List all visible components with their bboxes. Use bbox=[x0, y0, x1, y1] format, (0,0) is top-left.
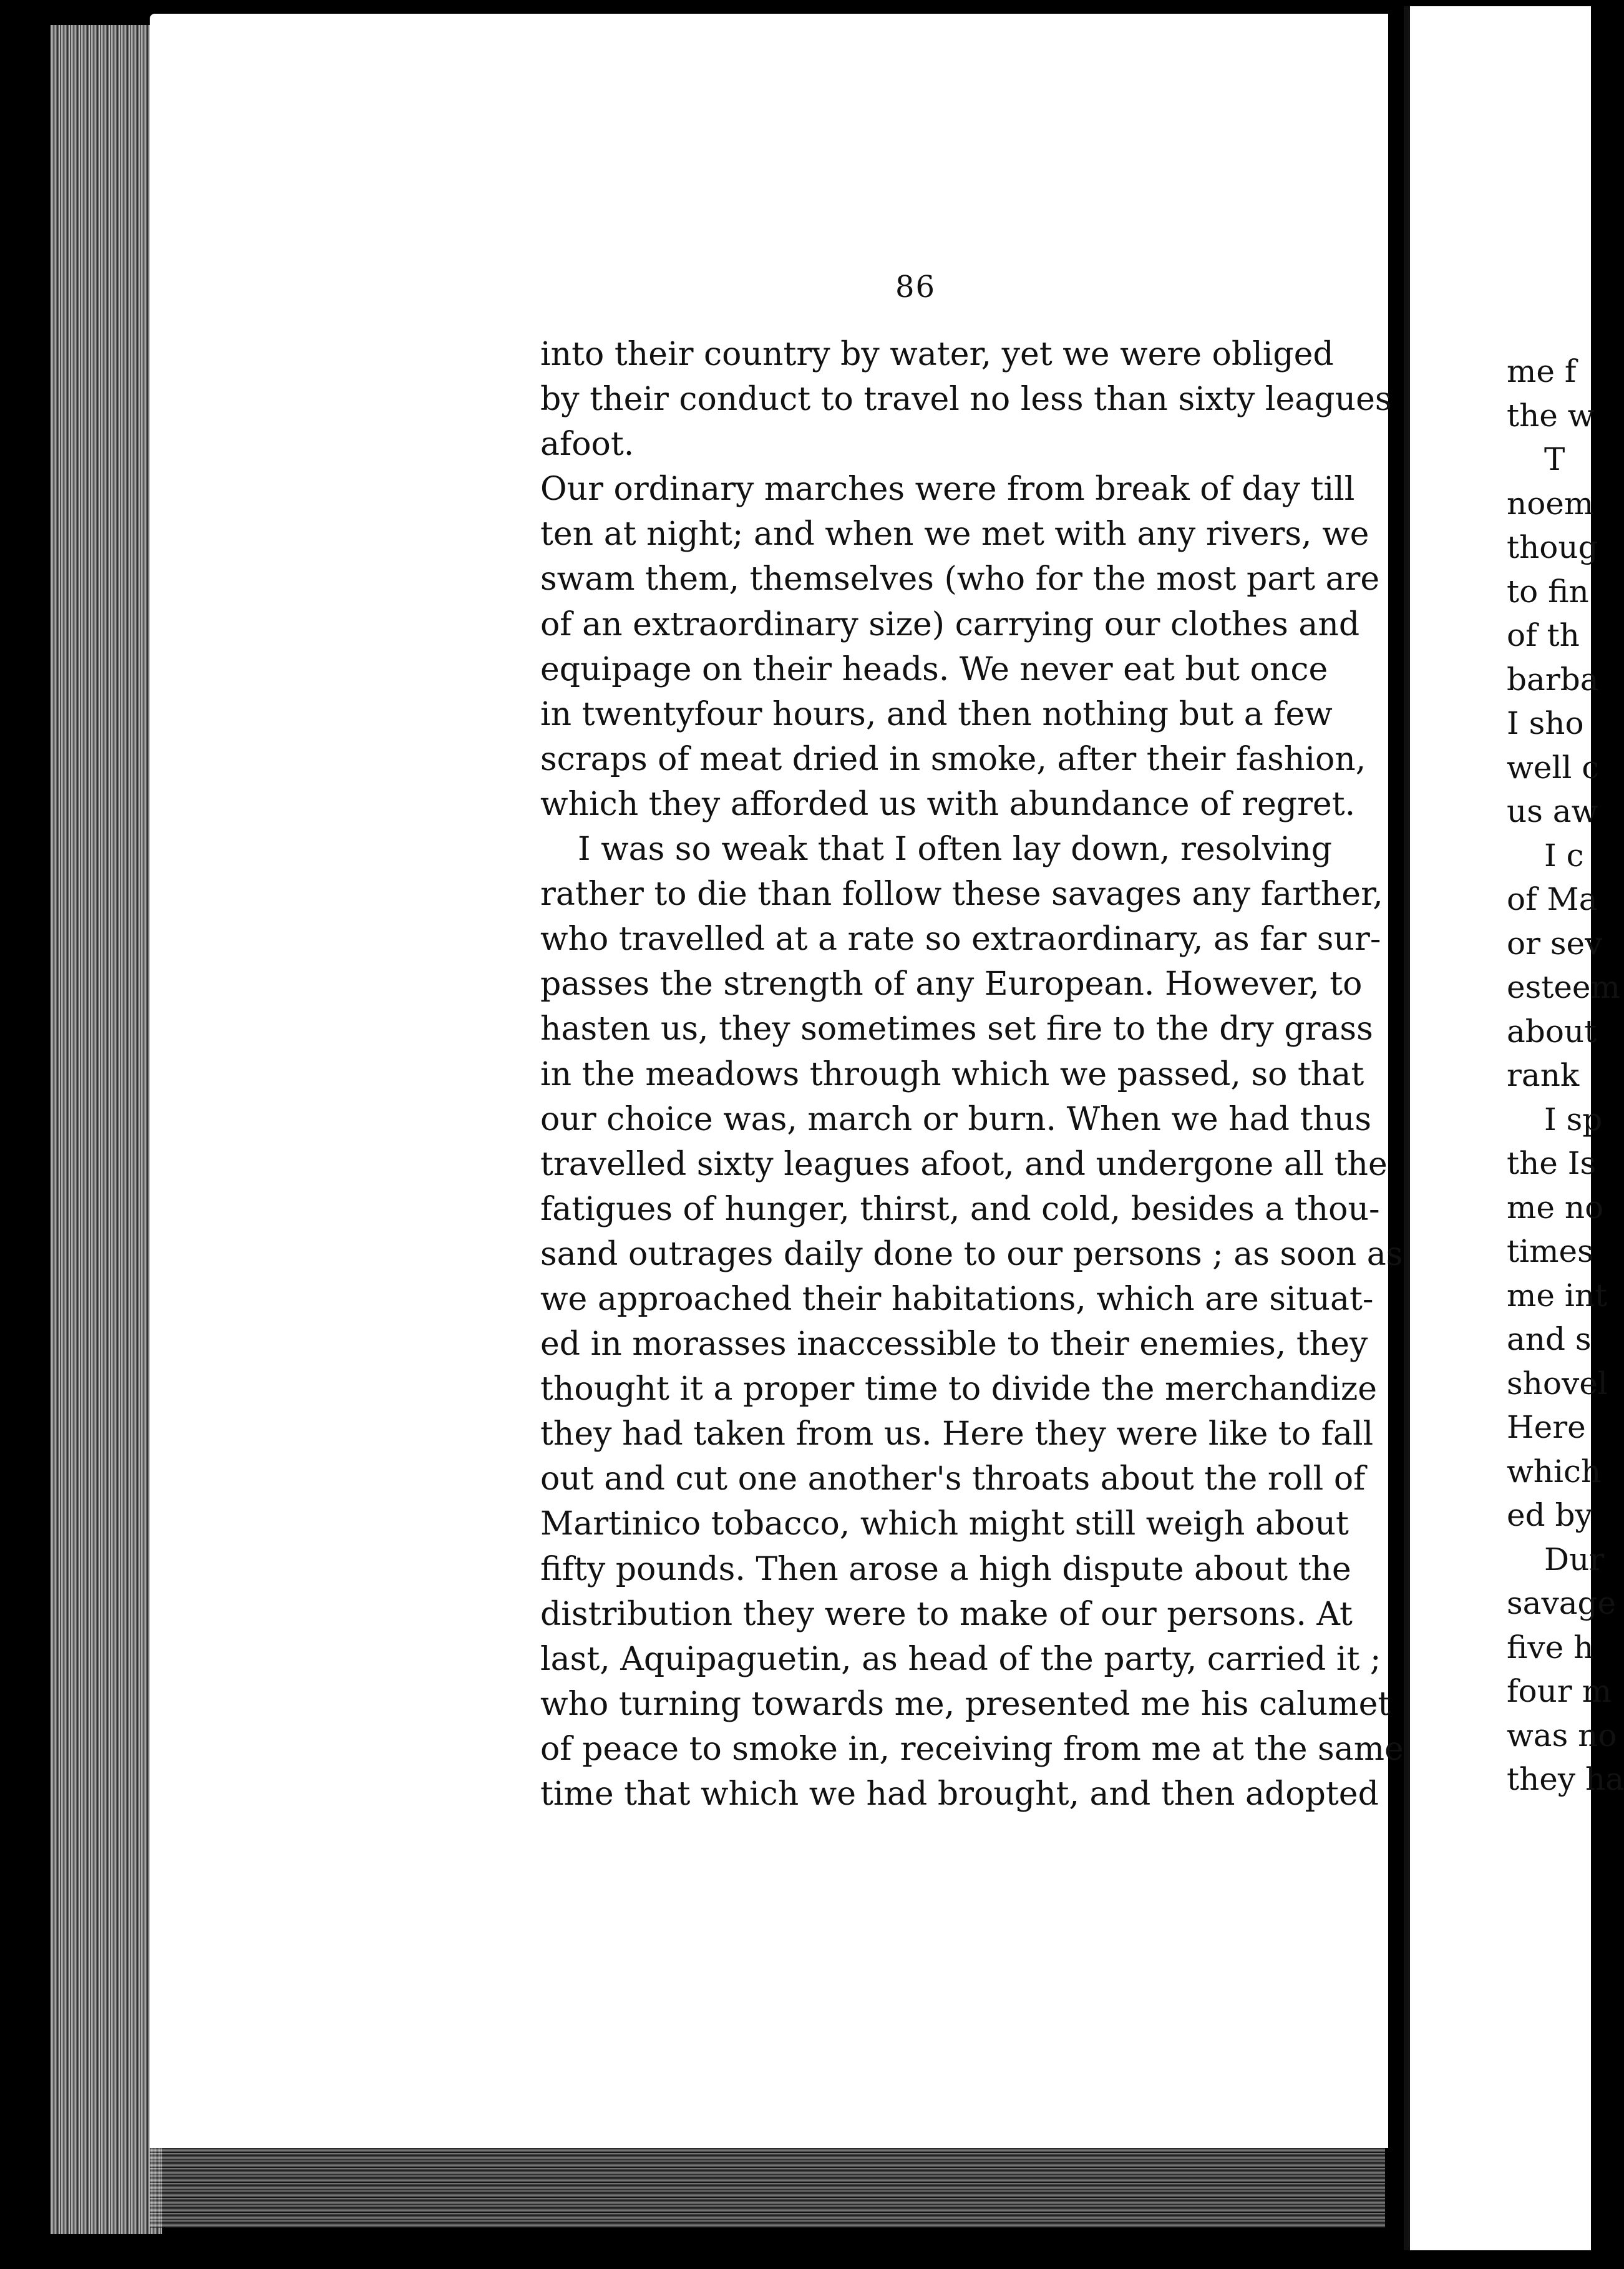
text-line: of th bbox=[1507, 617, 1580, 653]
text-line: barba bbox=[1507, 661, 1599, 698]
text-line: in the meadows through which we passed, so that bbox=[540, 1055, 1364, 1093]
text-line: about bbox=[1507, 1013, 1597, 1050]
text-line: they ha bbox=[1507, 1761, 1624, 1797]
paragraph-1 bbox=[540, 332, 1392, 467]
text-line: ed in morasses inaccessible to their enemies, they bbox=[540, 1325, 1368, 1364]
text-line: out and cut one another's throats about the roll of bbox=[540, 1460, 1366, 1498]
text-line: well c bbox=[1507, 749, 1600, 786]
text-line: distribution they were to make of our persons. At bbox=[540, 1595, 1353, 1633]
text-line: T bbox=[1544, 441, 1565, 477]
text-line: of peace to smoke in, receiving from me at the same bbox=[540, 1730, 1404, 1768]
text-line: afoot. bbox=[540, 426, 635, 464]
text-line: I sp bbox=[1544, 1101, 1603, 1138]
text-line: rather to die than follow these savages any farther, bbox=[540, 876, 1383, 914]
text-line: Martinico tobacco, which might still weigh about bbox=[540, 1505, 1349, 1543]
text-line: scraps of meat dried in smoke, after their fashion, bbox=[540, 740, 1366, 778]
text-line: hasten us, they sometimes set fire to the dry grass bbox=[540, 1010, 1373, 1048]
text-line: travelled sixty leagues afoot, and undergone all the bbox=[540, 1145, 1388, 1183]
text-line: into their country by water, yet we were obliged bbox=[540, 336, 1334, 373]
text-line: our choice was, march or burn. When we had thus bbox=[540, 1100, 1372, 1138]
text-line: the w bbox=[1507, 397, 1595, 434]
text-line: to fin bbox=[1507, 573, 1589, 610]
text-line: me f bbox=[1507, 353, 1577, 389]
text-line: savage bbox=[1507, 1585, 1617, 1621]
text-line: equipage on their heads. We never eat but once bbox=[540, 650, 1328, 688]
text-line: times bbox=[1507, 1233, 1593, 1269]
paragraph-2 bbox=[540, 467, 1380, 827]
text-line: esteem bbox=[1507, 969, 1620, 1005]
text-line: or sev bbox=[1507, 925, 1603, 962]
text-line: Our ordinary marches were from break of day till bbox=[540, 471, 1355, 509]
text-line: of an extraordinary size) carrying our clothes and bbox=[540, 605, 1360, 643]
text-line: sand outrages daily done to our persons ; as soon as bbox=[540, 1235, 1403, 1273]
text-line: by their conduct to travel no less than sixty leagues bbox=[540, 381, 1392, 419]
text-line: who turning towards me, presented me his calumet bbox=[540, 1685, 1391, 1723]
paragraph-3 bbox=[540, 827, 1404, 1817]
text-line: thought it a proper time to divide the merchandize bbox=[540, 1370, 1378, 1408]
text-line: and s bbox=[1507, 1321, 1592, 1357]
text-line: the Is bbox=[1507, 1145, 1597, 1181]
text-line: which they afforded us with abundance of regret. bbox=[540, 785, 1356, 823]
text-line: of Ma bbox=[1507, 881, 1598, 917]
text-line: four m bbox=[1507, 1673, 1612, 1709]
text-line: passes the strength of any European. However, to bbox=[540, 965, 1363, 1003]
text-line: ed by bbox=[1507, 1497, 1593, 1533]
text-line: ten at night; and when we met with any rivers, we bbox=[540, 515, 1369, 554]
text-line: I c bbox=[1544, 837, 1584, 874]
text-line: swam them, themselves (who for the most part are bbox=[540, 560, 1380, 598]
text-line: thoug bbox=[1507, 529, 1598, 565]
text-line: I was so weak that I often lay down, resolving bbox=[578, 831, 1332, 869]
right-page-text bbox=[1507, 349, 1624, 1802]
text-line: fifty pounds. Then arose a high dispute about the bbox=[540, 1550, 1351, 1588]
text-line: in twentyfour hours, and then nothing but a few bbox=[540, 695, 1333, 733]
text-line: Dur bbox=[1544, 1541, 1605, 1578]
text-line: noem bbox=[1507, 485, 1594, 522]
text-line: was no bbox=[1507, 1717, 1617, 1754]
text-line: me no bbox=[1507, 1189, 1604, 1226]
left-page-text bbox=[540, 332, 1404, 1817]
text-line: shovel bbox=[1507, 1365, 1608, 1402]
text-line: we approached their habitations, which are situat- bbox=[540, 1280, 1374, 1318]
text-line: Here bbox=[1507, 1409, 1586, 1445]
text-line: time that which we had brought, and then adopted bbox=[540, 1775, 1379, 1813]
text-line: which bbox=[1507, 1453, 1602, 1490]
text-line: five h bbox=[1507, 1629, 1594, 1666]
text-line: fatigues of hunger, thirst, and cold, besides a thou- bbox=[540, 1190, 1380, 1228]
text-line: they had taken from us. Here they were like to fall bbox=[540, 1415, 1374, 1453]
page-number: 86 bbox=[895, 270, 936, 305]
text-line: us aw bbox=[1507, 793, 1598, 829]
text-line: who travelled at a rate so extraordinary, as far sur- bbox=[540, 920, 1381, 959]
text-line: I sho bbox=[1507, 705, 1584, 741]
book-binding-edge bbox=[50, 25, 162, 2234]
text-line: last, Aquipaguetin, as head of the party, carried it ; bbox=[540, 1640, 1381, 1678]
text-line: rank bbox=[1507, 1057, 1580, 1093]
text-line: me int bbox=[1507, 1277, 1608, 1314]
